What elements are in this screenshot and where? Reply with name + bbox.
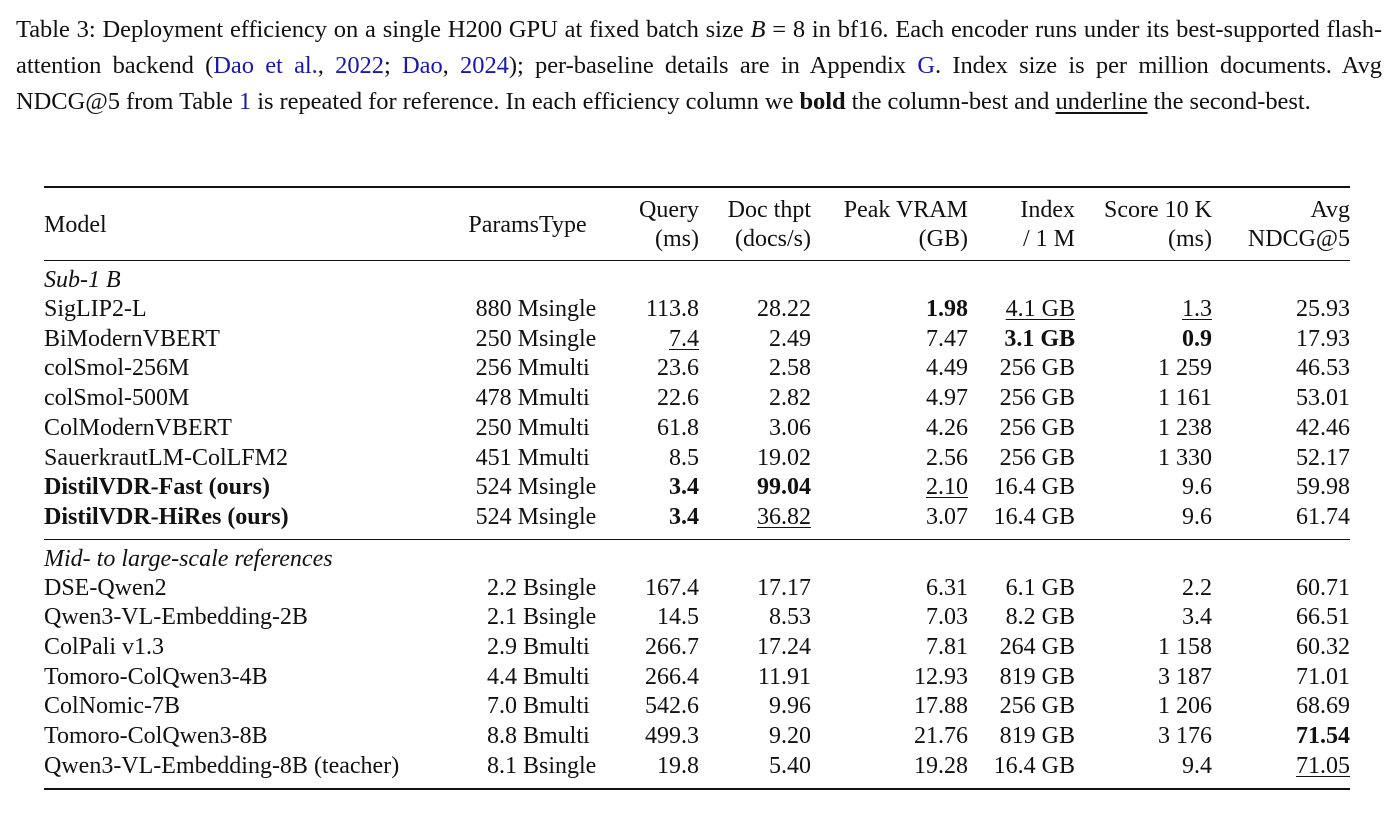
cell-query: 8.5 <box>669 444 699 471</box>
cell-type: multi <box>539 385 590 412</box>
cell-avg: 53.01 <box>1296 385 1350 412</box>
header-score: Score 10 K <box>1104 197 1212 223</box>
cell-type: multi <box>539 693 590 720</box>
cell-params: 524 M <box>475 503 539 530</box>
caption-text: , <box>317 52 336 79</box>
table-row <box>44 692 1350 722</box>
table-row <box>44 574 1350 604</box>
cell-index: 4.1 GB <box>1005 296 1075 322</box>
caption-text: Table 3: Deployment efficiency on a single H200 GPU at fixed batch size <box>16 16 751 43</box>
header-type: Type <box>539 211 587 238</box>
table-row <box>44 722 1350 752</box>
cell-vram: 4.49 <box>926 355 968 382</box>
cell-score: 3 176 <box>1158 723 1212 750</box>
cell-query: 266.4 <box>645 663 699 690</box>
citation-link-dao-et-al[interactable]: Dao et al. <box>213 52 318 79</box>
cell-model: BiModernVBERT <box>44 325 220 352</box>
cell-avg: 42.46 <box>1296 414 1350 441</box>
cell-type: single <box>539 604 597 631</box>
caption-text: ; <box>383 52 402 79</box>
cell-avg: 68.69 <box>1296 693 1350 720</box>
cell-index: 3.1 GB <box>1004 325 1075 352</box>
cell-type: multi <box>539 663 590 690</box>
table-ref-link[interactable]: 1 <box>238 88 252 115</box>
cell-doc: 8.53 <box>769 604 811 631</box>
header-doc-thpt-unit: (docs/s) <box>735 226 811 252</box>
cell-query: 61.8 <box>657 414 699 441</box>
cell-vram: 7.47 <box>926 325 968 352</box>
cell-index: 256 GB <box>999 444 1075 471</box>
cell-doc: 28.22 <box>757 296 811 322</box>
cell-model: colSmol-500M <box>44 385 190 412</box>
cell-model: Tomoro-ColQwen3-4B <box>44 663 268 690</box>
cell-doc: 9.96 <box>769 693 811 720</box>
header-index-unit: / 1 M <box>1022 226 1075 252</box>
cell-params: 478 M <box>475 385 539 412</box>
caption-text: in bf16. Each encoder runs under its best-supported flash-attention backend ( <box>16 16 1383 79</box>
caption-text: . Index size is per million documents. Avg NDCG@5 from Table <box>16 52 1382 115</box>
citation-link-2024[interactable]: 2024 <box>460 52 509 79</box>
cell-query: 19.8 <box>657 752 699 779</box>
cell-doc: 11.91 <box>757 663 811 690</box>
cell-index: 16.4 GB <box>993 503 1075 530</box>
cell-score: 9.6 <box>1182 474 1212 501</box>
table-row <box>44 295 1350 325</box>
cell-avg: 71.54 <box>1296 723 1350 750</box>
cell-vram: 7.81 <box>926 634 968 661</box>
appendix-link[interactable]: G <box>917 52 935 79</box>
table-caption <box>16 12 1382 120</box>
table-row <box>44 414 1350 444</box>
cell-doc: 9.20 <box>769 723 811 750</box>
cell-vram: 12.93 <box>914 663 968 690</box>
cell-doc: 3.06 <box>769 414 811 441</box>
cell-query: 22.6 <box>657 385 699 412</box>
table-header-row <box>44 196 1350 225</box>
cell-index: 819 GB <box>999 723 1075 750</box>
group-heading-mid <box>44 544 1350 574</box>
caption-bold-word: bold <box>799 88 846 115</box>
table-row <box>44 752 1350 782</box>
cell-query: 542.6 <box>645 693 699 720</box>
efficiency-table <box>44 186 1350 790</box>
cell-index: 16.4 GB <box>993 474 1075 501</box>
caption-text: is repeated for reference. In each efficiency column we <box>251 88 800 115</box>
cell-params: 256 M <box>475 355 539 382</box>
cell-type: multi <box>539 414 590 441</box>
cell-score: 9.4 <box>1182 752 1212 779</box>
cell-model: ColNomic-7B <box>44 693 180 720</box>
cell-doc: 99.04 <box>757 474 811 501</box>
cell-params: 8.1 B <box>486 752 539 779</box>
cell-model: DSE-Qwen2 <box>44 574 167 601</box>
table-row <box>44 663 1350 693</box>
cell-vram: 3.07 <box>926 503 968 530</box>
header-peak-vram: Peak VRAM <box>843 197 968 223</box>
cell-type: single <box>539 574 597 601</box>
cell-index: 819 GB <box>999 663 1075 690</box>
header-model: Model <box>44 211 107 238</box>
cell-index: 8.2 GB <box>1005 604 1075 631</box>
cell-vram: 21.76 <box>914 723 968 750</box>
cell-model: Tomoro-ColQwen3-8B <box>44 723 268 750</box>
cell-score: 1 259 <box>1158 355 1212 382</box>
cell-index: 264 GB <box>999 634 1075 661</box>
cell-score: 1 158 <box>1158 634 1212 661</box>
caption-text: , <box>442 52 461 79</box>
cell-params: 250 M <box>475 325 539 352</box>
cell-doc: 2.49 <box>769 325 811 352</box>
cell-avg: 60.71 <box>1296 574 1350 601</box>
table-row <box>44 503 1350 533</box>
group-label: Mid- to large-scale references <box>44 545 333 572</box>
cell-type: multi <box>539 723 590 750</box>
cell-avg: 46.53 <box>1296 355 1350 382</box>
cell-vram: 4.97 <box>926 385 968 412</box>
cell-params: 2.9 B <box>486 634 539 661</box>
cell-model: ColModernVBERT <box>44 414 232 441</box>
cell-avg: 25.93 <box>1296 296 1350 322</box>
table-row <box>44 354 1350 384</box>
cell-index: 256 GB <box>999 414 1075 441</box>
caption-text: the second-best. <box>1147 88 1311 115</box>
cell-params: 2.1 B <box>486 604 539 631</box>
cell-model: Qwen3-VL-Embedding-8B (teacher) <box>44 752 400 779</box>
cell-score: 0.9 <box>1182 325 1212 352</box>
cell-doc: 2.58 <box>769 355 811 382</box>
cell-params: 8.8 B <box>486 723 539 750</box>
cell-model: DistilVDR-Fast (ours) <box>44 474 270 501</box>
cell-model: colSmol-256M <box>44 355 190 382</box>
header-doc-thpt: Doc thpt <box>727 197 811 223</box>
citation-link-dao[interactable]: Dao <box>402 52 443 79</box>
cell-avg: 59.98 <box>1296 474 1350 501</box>
cell-model: SauerkrautLM-ColLFM2 <box>44 444 288 471</box>
cell-vram: 19.28 <box>914 752 968 779</box>
cell-model: ColPali v1.3 <box>44 634 165 661</box>
cell-score: 3.4 <box>1182 604 1212 631</box>
caption-text: ); per-baseline details are in Appendix <box>508 52 918 79</box>
cell-params: 451 M <box>475 444 539 471</box>
cell-query: 113.8 <box>645 296 699 322</box>
cell-vram: 4.26 <box>926 414 968 441</box>
caption-text: the column-best and <box>845 88 1056 115</box>
cell-type: single <box>539 752 597 779</box>
header-avg: Avg <box>1310 197 1350 223</box>
header-query: Query <box>639 197 699 223</box>
cell-score: 9.6 <box>1182 503 1212 530</box>
cell-doc: 36.82 <box>757 503 811 530</box>
table-row <box>44 633 1350 663</box>
header-peak-vram-unit: (GB) <box>918 226 968 252</box>
cell-params: 250 M <box>475 414 539 441</box>
table-row <box>44 603 1350 633</box>
cell-query: 14.5 <box>657 604 699 631</box>
table-row <box>44 444 1350 474</box>
cell-type: single <box>539 296 597 322</box>
cell-params: 4.4 B <box>486 663 539 690</box>
cell-index: 256 GB <box>999 355 1075 382</box>
cell-params: 7.0 B <box>486 693 539 720</box>
header-avg-unit: NDCG@5 <box>1247 226 1350 252</box>
cell-model: Qwen3-VL-Embedding-2B <box>44 604 308 631</box>
caption-math-symbol: B <box>750 16 766 43</box>
cell-doc: 5.40 <box>769 752 811 779</box>
cell-params: 524 M <box>475 474 539 501</box>
cell-type: single <box>539 325 597 352</box>
cell-query: 266.7 <box>645 634 699 661</box>
table-row <box>44 384 1350 414</box>
header-query-unit: (ms) <box>655 226 699 252</box>
cell-doc: 17.24 <box>757 634 811 661</box>
cell-score: 1 330 <box>1158 444 1212 471</box>
cell-vram: 7.03 <box>926 604 968 631</box>
cell-index: 16.4 GB <box>993 752 1075 779</box>
cell-model: DistilVDR-HiRes (ours) <box>44 503 289 530</box>
cell-query: 167.4 <box>645 574 699 601</box>
cell-score: 1.3 <box>1182 296 1212 322</box>
header-score-unit: (ms) <box>1168 226 1212 252</box>
cell-model: SigLIP2-L <box>44 296 147 322</box>
cell-avg: 17.93 <box>1296 325 1350 352</box>
cell-avg: 66.51 <box>1296 604 1350 631</box>
cell-doc: 2.82 <box>769 385 811 412</box>
cell-type: multi <box>539 355 590 382</box>
cell-type: single <box>539 503 597 530</box>
cell-score: 1 206 <box>1158 693 1212 720</box>
cell-index: 6.1 GB <box>1005 574 1075 601</box>
cell-avg: 60.32 <box>1296 634 1350 661</box>
group-label: Sub-1 B <box>44 267 121 293</box>
cell-score: 1 238 <box>1158 414 1212 441</box>
citation-link-2022[interactable]: 2022 <box>335 52 384 79</box>
cell-doc: 17.17 <box>757 574 811 601</box>
cell-vram: 1.98 <box>926 296 968 322</box>
cell-query: 7.4 <box>669 325 699 352</box>
cell-index: 256 GB <box>999 385 1075 412</box>
cell-avg: 71.05 <box>1296 752 1350 779</box>
cell-query: 499.3 <box>645 723 699 750</box>
cell-vram: 17.88 <box>914 693 968 720</box>
cell-query: 3.4 <box>669 503 699 530</box>
cell-type: multi <box>539 444 590 471</box>
cell-avg: 52.17 <box>1296 444 1350 471</box>
cell-score: 3 187 <box>1158 663 1212 690</box>
table-row <box>44 325 1350 355</box>
caption-underline-word: underline <box>1055 88 1148 115</box>
header-index: Index <box>1020 197 1075 223</box>
caption-math-value: = 8 <box>765 16 806 43</box>
cell-score: 1 161 <box>1158 385 1212 412</box>
cell-doc: 19.02 <box>757 444 811 471</box>
group-heading-sub1b <box>44 265 1350 295</box>
cell-vram: 6.31 <box>926 574 968 601</box>
cell-params: 2.2 B <box>486 574 539 601</box>
cell-query: 3.4 <box>669 474 699 501</box>
cell-score: 2.2 <box>1182 574 1212 601</box>
cell-type: single <box>539 474 597 501</box>
cell-avg: 71.01 <box>1296 663 1350 690</box>
cell-vram: 2.10 <box>926 474 968 501</box>
table-row <box>44 473 1350 503</box>
cell-query: 23.6 <box>657 355 699 382</box>
cell-params: 880 M <box>475 296 539 322</box>
header-params: Params <box>468 211 539 238</box>
cell-index: 256 GB <box>999 693 1075 720</box>
cell-vram: 2.56 <box>926 444 968 471</box>
cell-avg: 61.74 <box>1296 503 1350 530</box>
cell-type: multi <box>539 634 590 661</box>
